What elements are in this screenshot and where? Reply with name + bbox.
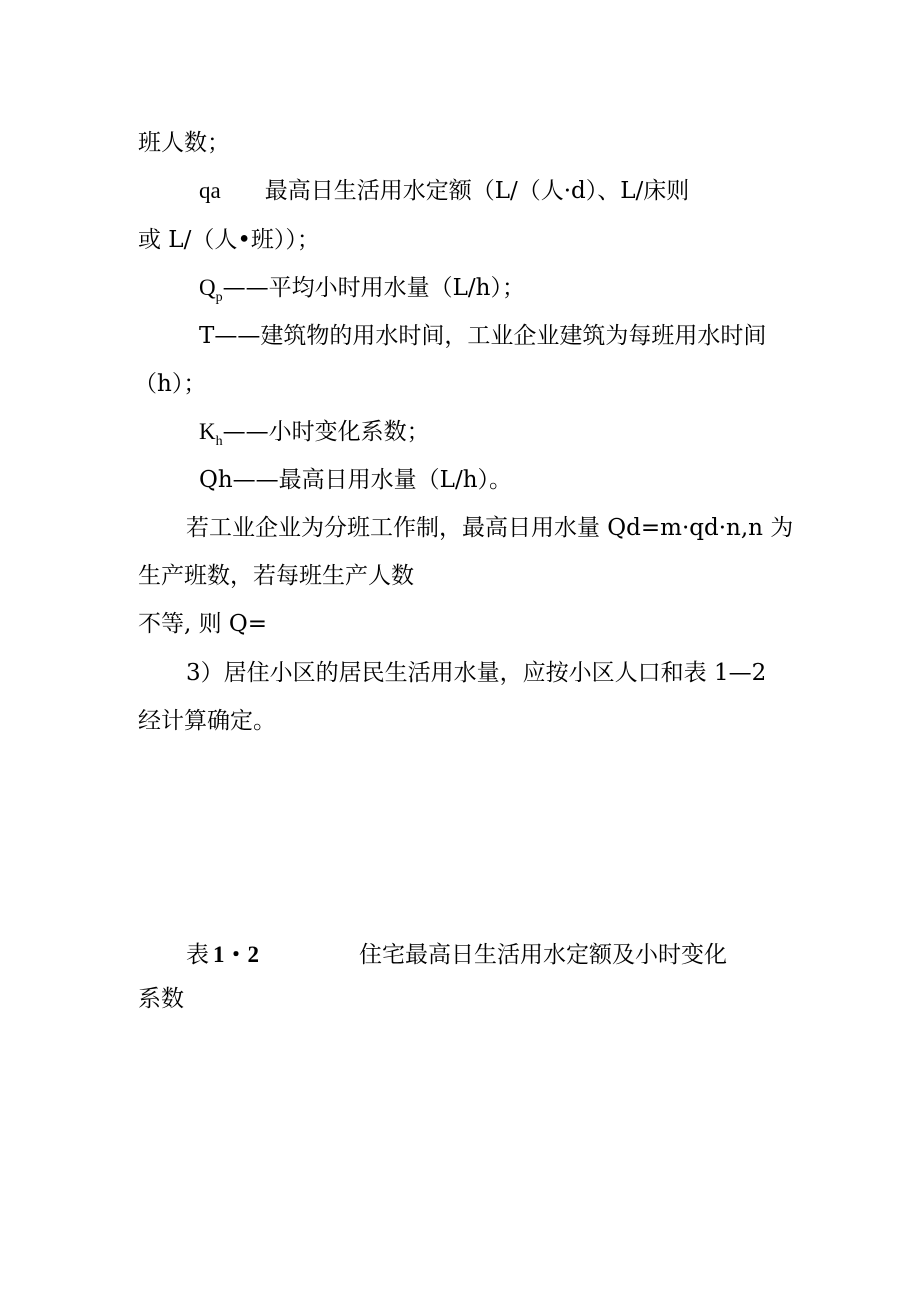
variable-k: K bbox=[199, 419, 216, 444]
definition-kh: ——小时变化系数； bbox=[222, 419, 430, 445]
text-line-1: 班人数； bbox=[138, 130, 230, 156]
table-caption bbox=[186, 940, 727, 970]
table-title: 住宅最高日生活用水定额及小时变化 bbox=[359, 942, 727, 968]
definition-qa: 最高日生活用水定额（L/（人·d）、L/床则 bbox=[264, 178, 690, 204]
text-line-9: 若工业企业为分班工作制，最高日用水量 Qd=m·qd·n,n 为 bbox=[186, 515, 794, 541]
text-line-11: 不等, 则 Q= bbox=[138, 611, 268, 637]
text-line-13: 经计算确定。 bbox=[138, 708, 276, 734]
variable-q: Q bbox=[199, 275, 216, 300]
variable-qa: qa bbox=[199, 178, 221, 203]
text-line-8: Qh——最高日用水量（L/h）。 bbox=[199, 467, 513, 493]
subscript-p: p bbox=[215, 290, 223, 305]
text-line-5: T——建筑物的用水时间，工业企业建筑为每班用水时间 bbox=[199, 323, 767, 349]
text-line-6: （h）； bbox=[134, 371, 207, 397]
text-line-2 bbox=[199, 176, 689, 206]
text-line-7 bbox=[199, 417, 430, 451]
definition-qp: ——平均小时用水量（L/h）； bbox=[222, 275, 525, 301]
table-label-prefix: 表 bbox=[186, 942, 209, 968]
text-line-3: 或 L/（人•班））； bbox=[138, 227, 320, 253]
text-line-12: 3）居住小区的居民生活用水量，应按小区人口和表 1—2 bbox=[186, 660, 767, 686]
text-line-4 bbox=[199, 273, 525, 307]
table-caption-wrap: 系数 bbox=[138, 986, 184, 1012]
subscript-h: h bbox=[215, 434, 223, 449]
text-line-10: 生产班数，若每班生产人数 bbox=[138, 563, 414, 589]
table-number: 1・2 bbox=[213, 942, 259, 967]
